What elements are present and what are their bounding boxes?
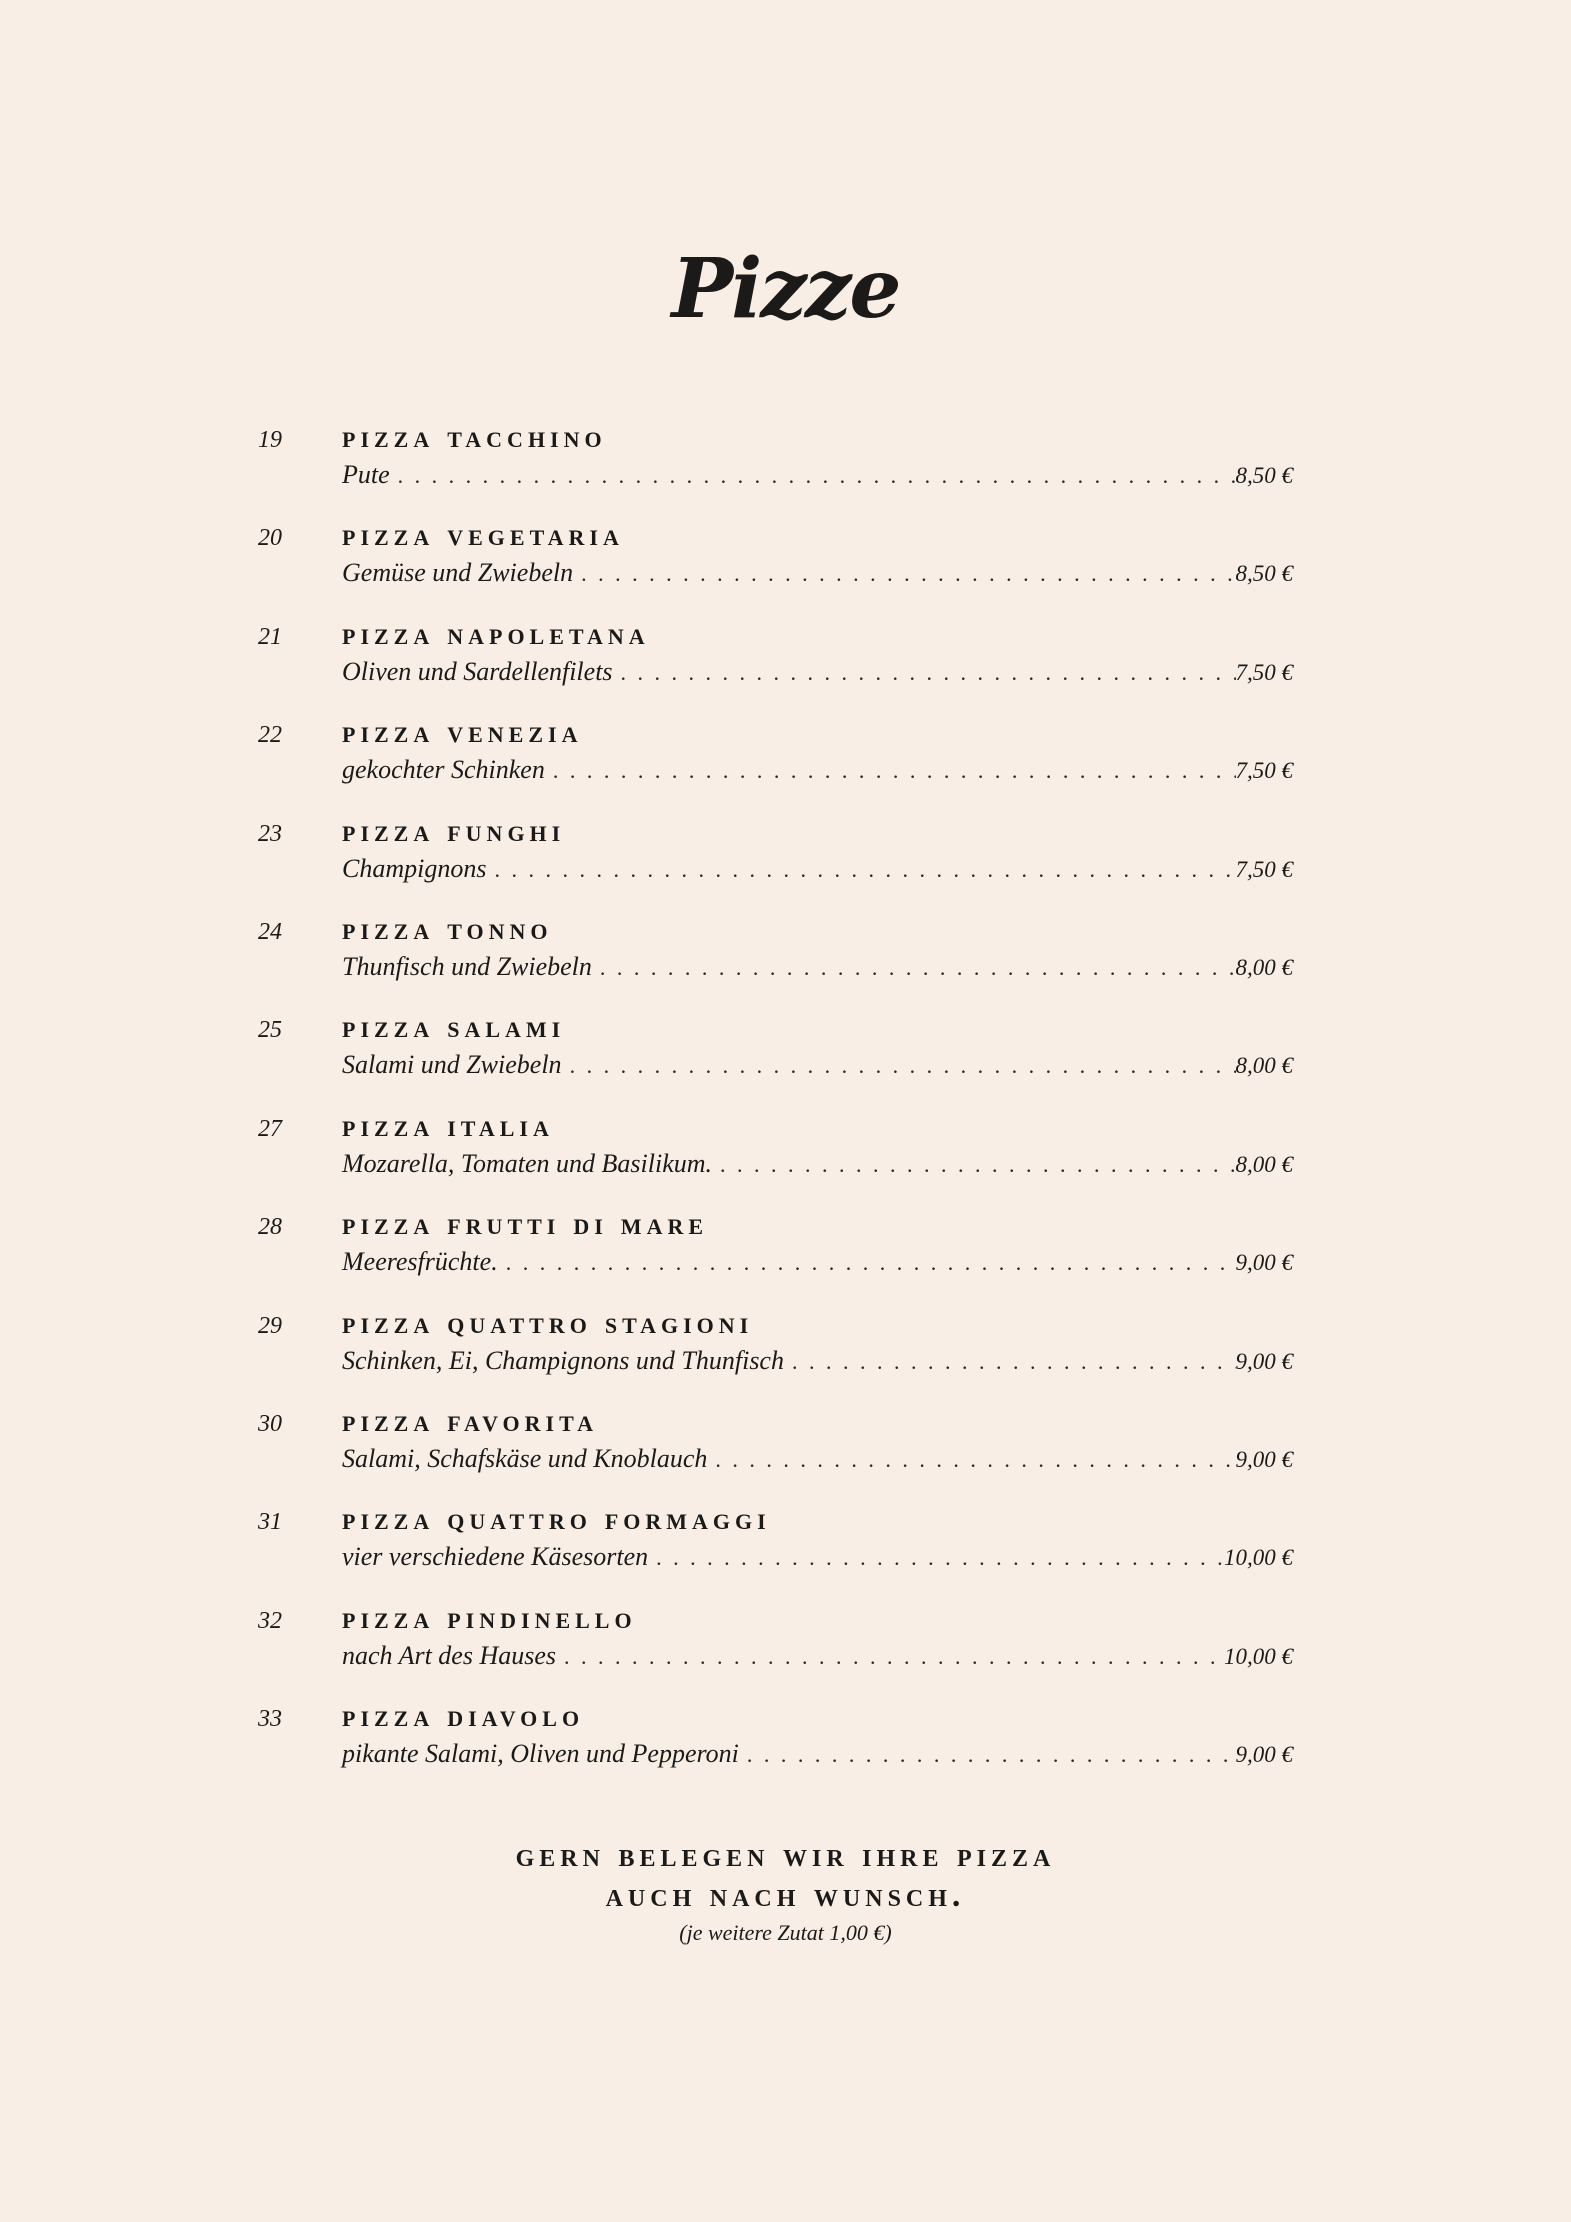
item-name: pizza italia xyxy=(342,1106,554,1143)
menu-item xyxy=(258,1400,1293,1498)
item-description: Pute xyxy=(342,460,390,489)
menu-item xyxy=(258,908,1293,1006)
item-description: Schinken, Ei, Champignons und Thunfisch xyxy=(342,1345,784,1375)
menu-item xyxy=(258,514,1293,612)
page-title: Pizze xyxy=(671,241,900,337)
extra-topping-note: (je weitere Zutat 1,00 €) xyxy=(679,1920,892,1945)
menu-item xyxy=(258,711,1293,809)
item-description: Salami, Schafskäse und Knoblauch xyxy=(342,1443,708,1473)
item-name: pizza funghi xyxy=(342,811,566,848)
menu-item xyxy=(258,1302,1293,1400)
item-number: 29 xyxy=(258,1312,282,1339)
item-price: 9,00 € xyxy=(1235,1250,1293,1276)
item-description: nach Art des Hauses xyxy=(342,1640,557,1670)
item-description: Mozarella, Tomaten und Basilikum. xyxy=(342,1148,713,1178)
item-name: pizza tacchino xyxy=(342,418,607,454)
item-name: pizza vegetaria xyxy=(342,516,624,553)
item-number: 33 xyxy=(258,1706,282,1733)
item-number: 30 xyxy=(258,1410,282,1437)
dot-leader xyxy=(648,1541,1224,1575)
custom-order-note xyxy=(0,1836,1571,1948)
footer-line-1: gern belegen wir ihre pizza xyxy=(515,1837,1056,1874)
item-description-row xyxy=(342,655,1293,689)
menu-item xyxy=(258,1597,1293,1695)
item-number: 31 xyxy=(258,1509,282,1536)
dot-leader xyxy=(556,1640,1224,1674)
item-name: pizza salami xyxy=(342,1008,566,1045)
item-price: 8,00 € xyxy=(1235,1053,1293,1079)
item-price: 9,00 € xyxy=(1235,1742,1293,1768)
menu-item xyxy=(258,1105,1293,1203)
menu-item xyxy=(258,1695,1293,1793)
item-number: 32 xyxy=(258,1607,282,1634)
item-description-row xyxy=(342,1442,1293,1476)
item-description: gekochter Schinken xyxy=(342,755,545,785)
dot-leader xyxy=(545,754,1236,788)
item-number: 20 xyxy=(258,525,282,552)
item-description: Salami und Zwiebeln xyxy=(342,1050,562,1080)
menu-item xyxy=(258,416,1293,514)
item-description-row xyxy=(342,556,1293,590)
dot-leader xyxy=(739,1738,1236,1772)
item-description-row xyxy=(342,1540,1293,1574)
item-name: pizza frutti di mare xyxy=(342,1205,709,1242)
item-price: 10,00 € xyxy=(1224,1545,1293,1571)
menu-item xyxy=(258,613,1293,711)
item-name: pizza quattro formaggi xyxy=(342,1500,771,1537)
item-number: 23 xyxy=(258,820,282,847)
dot-leader xyxy=(486,853,1235,887)
item-description: Thunfisch und Zwiebeln xyxy=(342,951,592,981)
item-description-row xyxy=(342,852,1293,886)
item-number: 19 xyxy=(258,427,282,453)
menu-item xyxy=(258,1006,1293,1104)
item-price: 7,50 € xyxy=(1235,856,1293,882)
item-price: 8,00 € xyxy=(1235,954,1293,980)
menu-item xyxy=(258,1498,1293,1596)
item-description-row xyxy=(342,1639,1293,1673)
dot-leader xyxy=(573,557,1235,591)
item-price: 7,50 € xyxy=(1235,659,1293,685)
footer-line-2: auch nach wunsch. xyxy=(605,1877,966,1914)
item-number: 22 xyxy=(258,722,282,749)
item-description-row xyxy=(342,458,1293,492)
item-description-row xyxy=(342,1147,1293,1181)
dot-leader xyxy=(562,1049,1236,1083)
dot-leader xyxy=(784,1345,1236,1379)
item-name: pizza quattro stagioni xyxy=(342,1303,754,1340)
item-description-row xyxy=(342,950,1293,984)
item-number: 28 xyxy=(258,1214,282,1241)
item-description-row xyxy=(342,1048,1293,1082)
item-description: Meeresfrüchte. xyxy=(342,1247,498,1277)
item-price: 10,00 € xyxy=(1224,1643,1293,1669)
item-name: pizza venezia xyxy=(342,713,583,750)
item-price: 9,00 € xyxy=(1235,1348,1293,1374)
item-number: 25 xyxy=(258,1017,282,1044)
item-description-row xyxy=(342,1344,1293,1378)
item-name: pizza tonno xyxy=(342,909,553,946)
menu-item xyxy=(258,810,1293,908)
dot-leader xyxy=(592,951,1236,985)
item-description-row xyxy=(342,1737,1293,1771)
item-number: 24 xyxy=(258,918,282,945)
item-price: 8,00 € xyxy=(1235,1151,1293,1177)
item-description-row xyxy=(342,1245,1293,1279)
item-name: pizza diavolo xyxy=(342,1697,585,1734)
item-price: 9,00 € xyxy=(1235,1446,1293,1472)
item-number: 21 xyxy=(258,623,282,650)
item-description: Oliven und Sardellenfilets xyxy=(342,656,613,686)
dot-leader xyxy=(712,1148,1235,1182)
item-description: pikante Salami, Oliven und Pepperoni xyxy=(342,1739,739,1769)
menu-item xyxy=(258,1203,1293,1301)
pizza-menu-list xyxy=(258,416,1293,1793)
item-price: 7,50 € xyxy=(1235,758,1293,784)
item-description-row xyxy=(342,753,1293,787)
item-price: 8,50 € xyxy=(1235,561,1293,587)
item-number: 27 xyxy=(258,1115,282,1142)
item-name: pizza pindinello xyxy=(342,1598,637,1635)
dot-leader xyxy=(498,1246,1236,1280)
item-description: vier verschiedene Käsesorten xyxy=(342,1542,649,1572)
dot-leader xyxy=(390,459,1236,493)
item-price: 8,50 € xyxy=(1235,463,1293,488)
item-description: Champignons xyxy=(342,853,487,883)
item-description: Gemüse und Zwiebeln xyxy=(342,558,574,588)
dot-leader xyxy=(707,1443,1235,1477)
dot-leader xyxy=(613,656,1236,690)
item-name: pizza napoletana xyxy=(342,614,650,651)
item-name: pizza favorita xyxy=(342,1401,599,1438)
